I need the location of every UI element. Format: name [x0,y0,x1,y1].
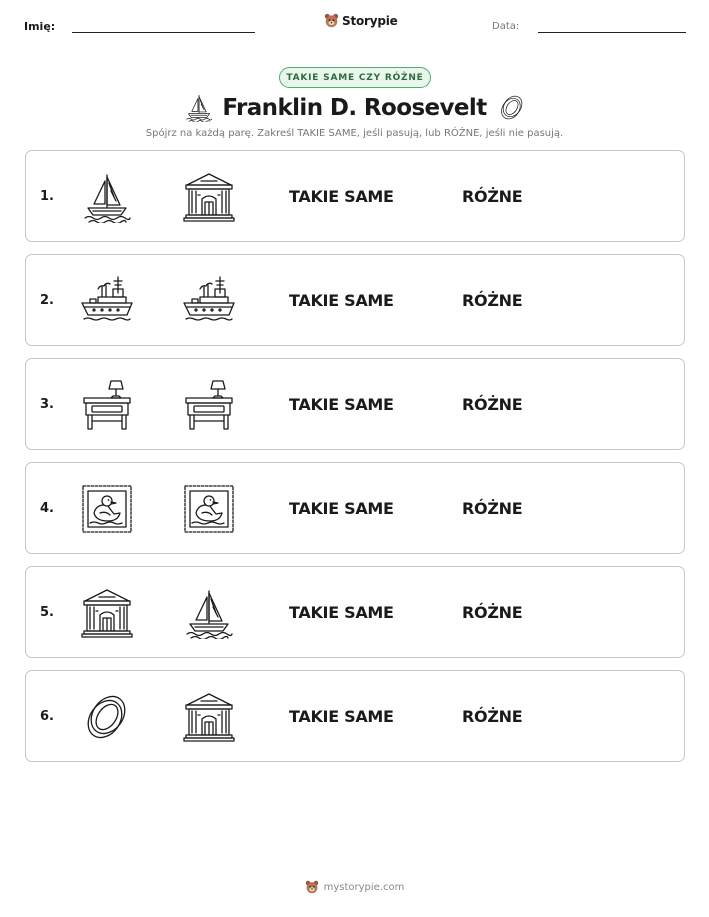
title-row [0,92,709,124]
duck-stamp-icon [182,483,236,535]
row-number: 3. [40,397,54,412]
name-input-line[interactable] [72,32,255,33]
option-different[interactable]: RÓŻNE [462,395,523,414]
instructions: Spójrz na każdą parę. Zakreśl TAKIE SAME, jeśli pasują, lub RÓŻNE, jeśli nie pasują. [145,128,564,139]
option-different[interactable]: RÓŻNE [462,291,523,310]
sailboat-icon [184,93,214,122]
ring-icon [80,691,134,743]
duck-stamp-icon [80,483,134,535]
option-same[interactable]: TAKIE SAME [289,707,394,726]
option-same[interactable]: TAKIE SAME [289,187,394,206]
museum-icon [80,587,134,639]
sailboat-icon [80,171,134,223]
activity-badge: TAKIE SAME CZY RÓŻNE [279,67,431,88]
option-different[interactable]: RÓŻNE [462,707,523,726]
option-different[interactable]: RÓŻNE [462,499,523,518]
footer [0,880,709,894]
brand-logo [324,13,398,28]
bear-mascot-icon [324,13,339,28]
row-number: 5. [40,605,54,620]
museum-icon [182,171,236,223]
brand-name: Storypie [342,13,398,28]
bear-mascot-icon [305,880,319,894]
row-number: 6. [40,709,54,724]
comparison-row [25,150,685,242]
date-label: Data: [492,21,520,32]
option-same[interactable]: TAKIE SAME [289,395,394,414]
comparison-row [25,670,685,762]
desk-lamp-icon [182,379,236,431]
battleship-icon [80,275,134,327]
row-number: 1. [40,189,54,204]
comparison-row [25,462,685,554]
footer-url[interactable]: mystorypie.com [323,881,405,893]
option-different[interactable]: RÓŻNE [462,187,523,206]
battleship-icon [182,275,236,327]
option-same[interactable]: TAKIE SAME [289,499,394,518]
date-input-line[interactable] [538,32,686,33]
worksheet-header [0,0,709,50]
comparison-row [25,254,685,346]
ring-icon [497,93,527,122]
comparison-row [25,566,685,658]
page-title: Franklin D. Roosevelt [222,95,487,121]
sailboat-icon [182,587,236,639]
row-number: 4. [40,501,54,516]
option-different[interactable]: RÓŻNE [462,603,523,622]
desk-lamp-icon [80,379,134,431]
row-number: 2. [40,293,54,308]
name-label: Imię: [24,20,56,33]
museum-icon [182,691,236,743]
option-same[interactable]: TAKIE SAME [289,603,394,622]
comparison-row [25,358,685,450]
option-same[interactable]: TAKIE SAME [289,291,394,310]
